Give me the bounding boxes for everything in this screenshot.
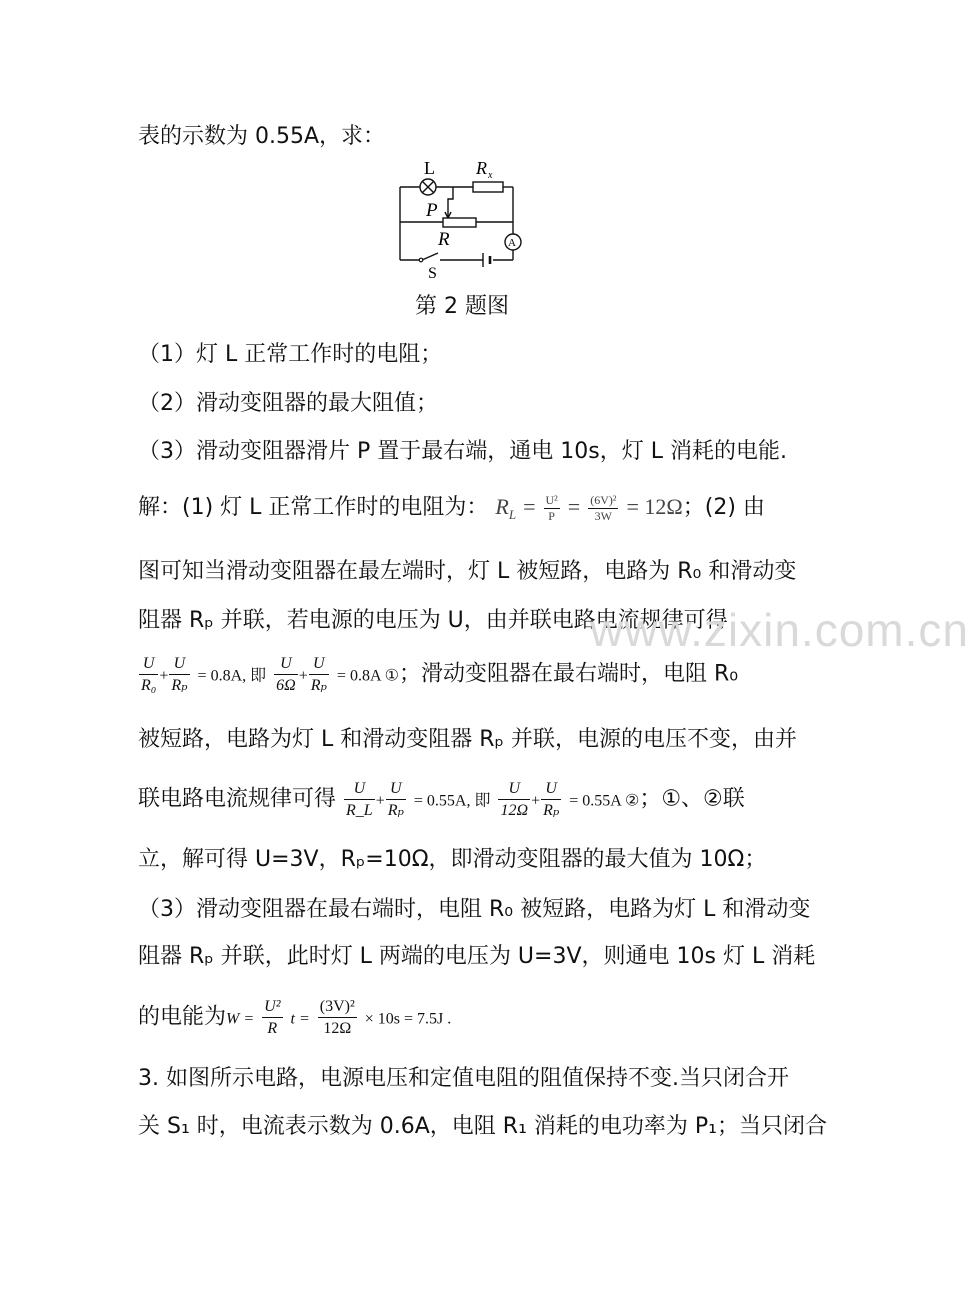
lamp-symbol <box>420 179 436 195</box>
eq2-frac-a: $\frac{U}{R\_L}$ <box>346 780 373 819</box>
next-problem-line-2: 关 S₁ 时，电流表示数为 0.6A，电阻 R₁ 消耗的电功率为 P₁；当只闭合 <box>138 1114 827 1139</box>
solution-line-2: 图可知当滑动变阻器在最左端时，灯 L 被短路，电路为 R₀ 和滑动变 <box>138 559 797 584</box>
eq1-frac-b: $\frac{U}{\text{Rₚ}}$ <box>171 655 188 694</box>
question-2: （2）滑动变阻器的最大阻值； <box>138 391 438 416</box>
eq1-frac-a: $\frac{U}{\text{R₀}}$ <box>141 655 157 694</box>
solution-line-6-pre: 联电路电流规律可得 <box>138 786 337 812</box>
fraction-u2-p: $\frac{\text{U²}}{P}$ <box>545 492 558 523</box>
solution-line-10-pre: 的电能为 <box>138 1004 227 1030</box>
w-lhs: W = <box>226 1010 255 1028</box>
rl-symbol: R <box>495 494 509 519</box>
rl-subscript: L <box>508 507 517 522</box>
eq2-frac-b: $\frac{U}{\text{Rₚ}}$ <box>387 780 404 819</box>
label-lamp: L <box>424 158 435 178</box>
solution-line-5: 被短路，电路为灯 L 和滑动变阻器 Rₚ 并联，电源的电压不变，由并 <box>138 727 797 752</box>
w-mid: t = <box>290 1010 310 1028</box>
solution-line-6: 联电路电流规律可得 $\frac{U}{R\_L}$ + $\frac{U}{\text{Rₚ}}$ = 0.55A, 即 $\frac{U}{12\Omega}$ + $\frac{U}{\text{Rₚ}}$ = 0.55A ②；①、②联 <box>138 780 745 819</box>
label-rx: R <box>476 158 487 178</box>
circuit-diagram <box>388 155 528 283</box>
solution-line-6-tail: ；①、②联 <box>639 786 745 812</box>
rheostat-resistor <box>443 218 476 227</box>
battery-symbol <box>483 253 490 267</box>
solution-line-4: $\frac{U}{\text{R₀}}$ + $\frac{U}{\text{Rₚ}}$ = 0.8A, 即 $\frac{U}{6\Omega}$ + $\frac{U}{\text{Rₚ}}$ = 0.8A ①；滑动变阻器在最右端时，电阻 R₀ <box>141 655 739 694</box>
solution-line-3: 阻器 Rₚ 并联，若电源的电压为 U，由并联电路电流规律可得 <box>138 608 728 633</box>
w-end: × 10s = 7.5J . <box>364 1010 452 1028</box>
rx-resistor <box>473 182 503 192</box>
question-3: （3）滑动变阻器滑片 P 置于最右端，通电 10s，灯 L 消耗的电能. <box>138 439 787 464</box>
w-frac-1: $\frac{\text{U²}}{R}$ <box>264 998 281 1037</box>
solution-intro: 解：(1) 灯 L 正常工作时的电阻为： <box>138 495 489 520</box>
solution-line-10 <box>138 996 451 1039</box>
label-rx-sub: x <box>488 170 493 181</box>
w-frac-2: $\frac{\text{(3V)²}}{12\Omega}$ <box>319 998 355 1037</box>
fraction-6v-3w: $\frac{\text{(6V)²}}{3W}$ <box>590 492 617 523</box>
solution-line-7: 立，解可得 U=3V，Rₚ=10Ω，即滑动变阻器的最大值为 10Ω； <box>138 847 767 872</box>
solution-line-4-tail: ；滑动变阻器在最右端时，电阻 R₀ <box>398 661 739 687</box>
eq2-frac-c: $\frac{U}{12\Omega}$ <box>500 780 529 819</box>
question-1: （1）灯 L 正常工作时的电阻； <box>138 342 443 367</box>
intro-line: 表的示数为 0.55A，求： <box>138 124 386 149</box>
eq2-frac-d: $\frac{U}{\text{Rₚ}}$ <box>543 780 560 819</box>
eq1-end: = 0.8A ① <box>336 667 399 685</box>
solution-line-8: （3）滑动变阻器在最右端时，电阻 R₀ 被短路，电路为灯 L 和滑动变 <box>138 897 811 922</box>
label-ammeter: A <box>508 237 516 249</box>
rl-result: = 12Ω <box>626 494 683 519</box>
label-switch: S <box>428 265 437 282</box>
solution-line-1: 解：(1) 灯 L 正常工作时的电阻为： $R_L$ = $\frac{\text{U²}}{P}$ = $\frac{\text{(6V)²}}{3W}$ = 12Ω；(2) 由 <box>138 492 765 523</box>
equals-sign: = <box>523 494 536 519</box>
watermark: www.zixin.com.cn <box>590 604 969 656</box>
eq2-mid: = 0.55A, 即 <box>413 792 491 810</box>
next-problem-line-1: 3. 如图所示电路，电源电压和定值电阻的阻值保持不变.当只闭合开 <box>138 1066 789 1091</box>
figure-caption: 第 2 题图 <box>415 294 509 319</box>
eq1-frac-c: $\frac{U}{6\Omega}$ <box>276 655 296 694</box>
switch-symbol <box>419 258 423 262</box>
eq1-mid: = 0.8A, 即 <box>197 667 267 685</box>
solution-line-9: 阻器 Rₚ 并联，此时灯 L 两端的电压为 U=3V，则通电 10s 灯 L 消耗 <box>138 944 816 969</box>
label-slider: P <box>426 200 438 221</box>
solution-line-1-tail: ；(2) 由 <box>682 495 765 520</box>
eq1-frac-d: $\frac{U}{\text{Rₚ}}$ <box>310 655 327 694</box>
eq2-end: = 0.55A ② <box>569 792 640 810</box>
label-rheostat: R <box>438 229 450 250</box>
